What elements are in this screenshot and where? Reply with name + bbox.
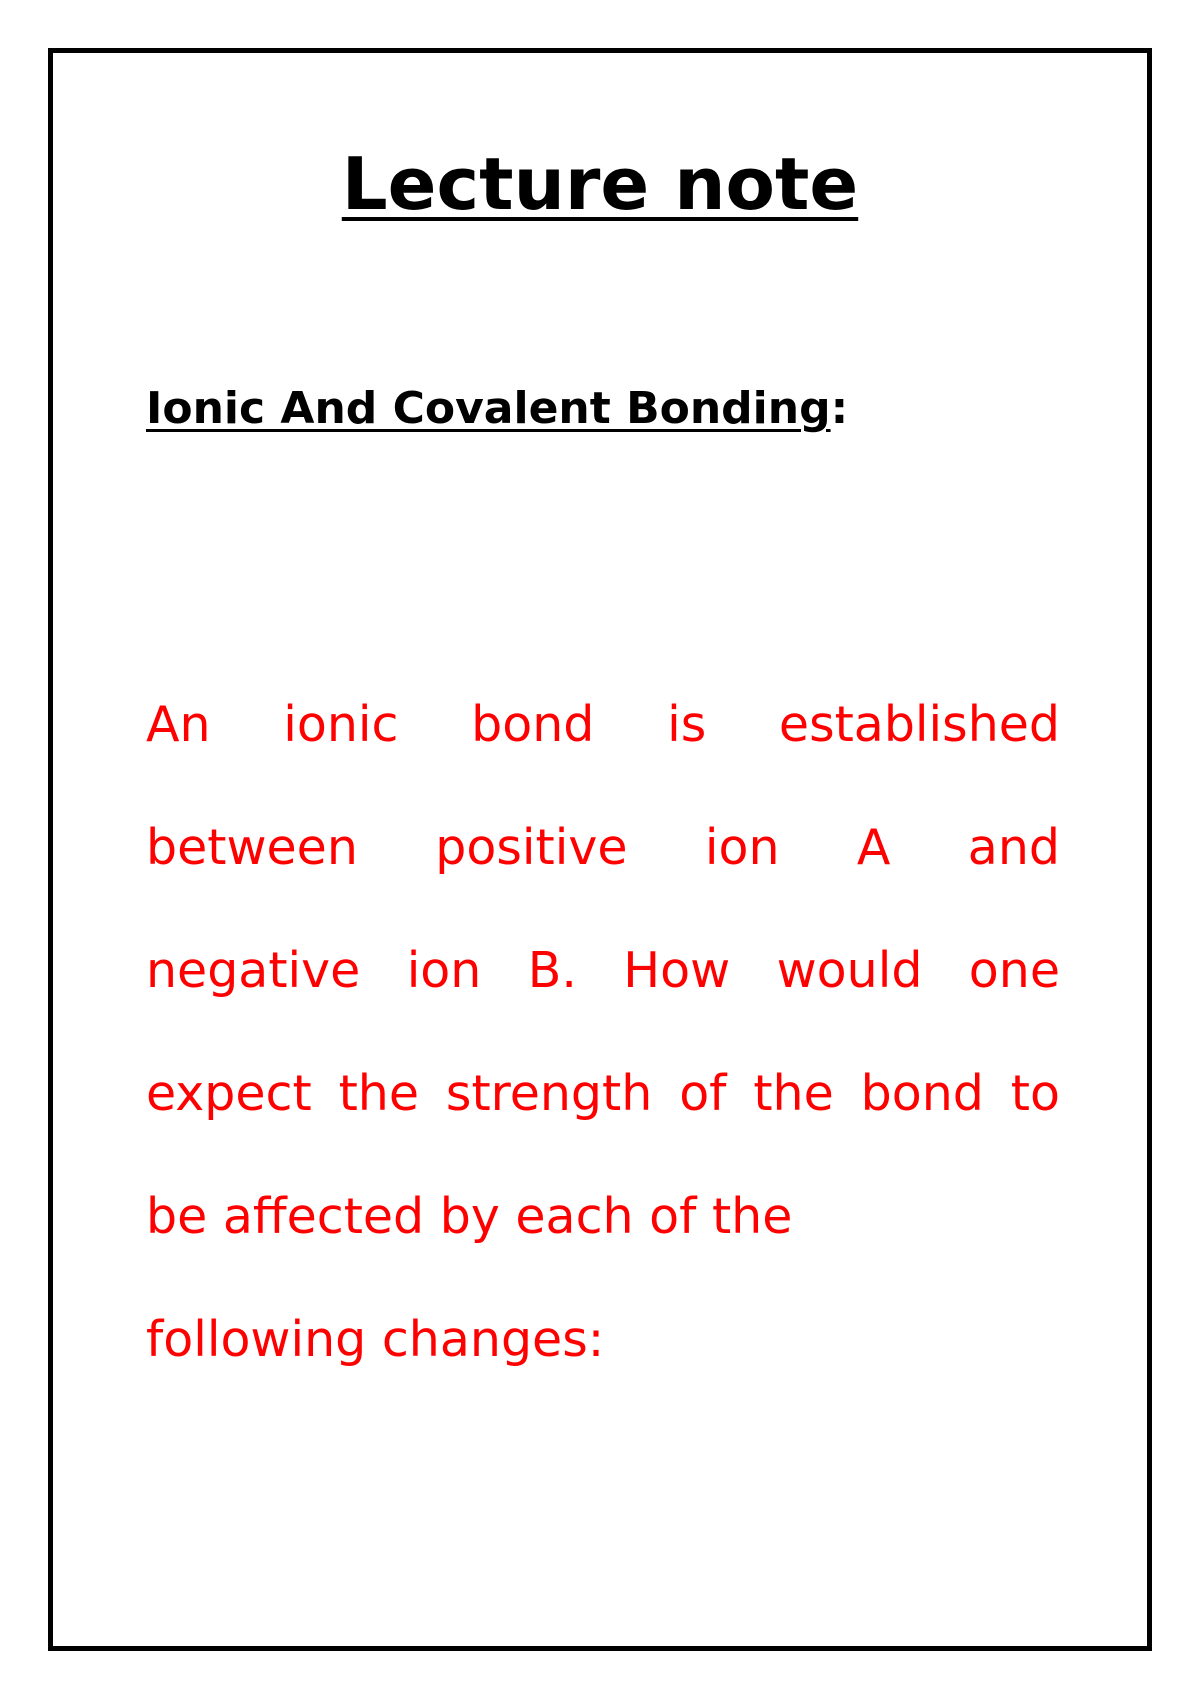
question-line: expect the strength of the bond to xyxy=(146,1065,1060,1122)
section-heading-colon: : xyxy=(830,383,849,434)
question-line: following changes: xyxy=(146,1311,605,1368)
question-line: be affected by each of the xyxy=(146,1188,793,1245)
question-paragraph xyxy=(146,663,1060,1401)
question-line: between positive ion A and xyxy=(146,819,1060,876)
section-heading xyxy=(146,383,849,434)
question-line: negative ion B. How would one xyxy=(146,942,1060,999)
question-line: An ionic bond is established xyxy=(146,696,1060,753)
document-title: Lecture note xyxy=(341,142,859,226)
section-heading-text: Ionic And Covalent Bonding xyxy=(146,383,831,434)
